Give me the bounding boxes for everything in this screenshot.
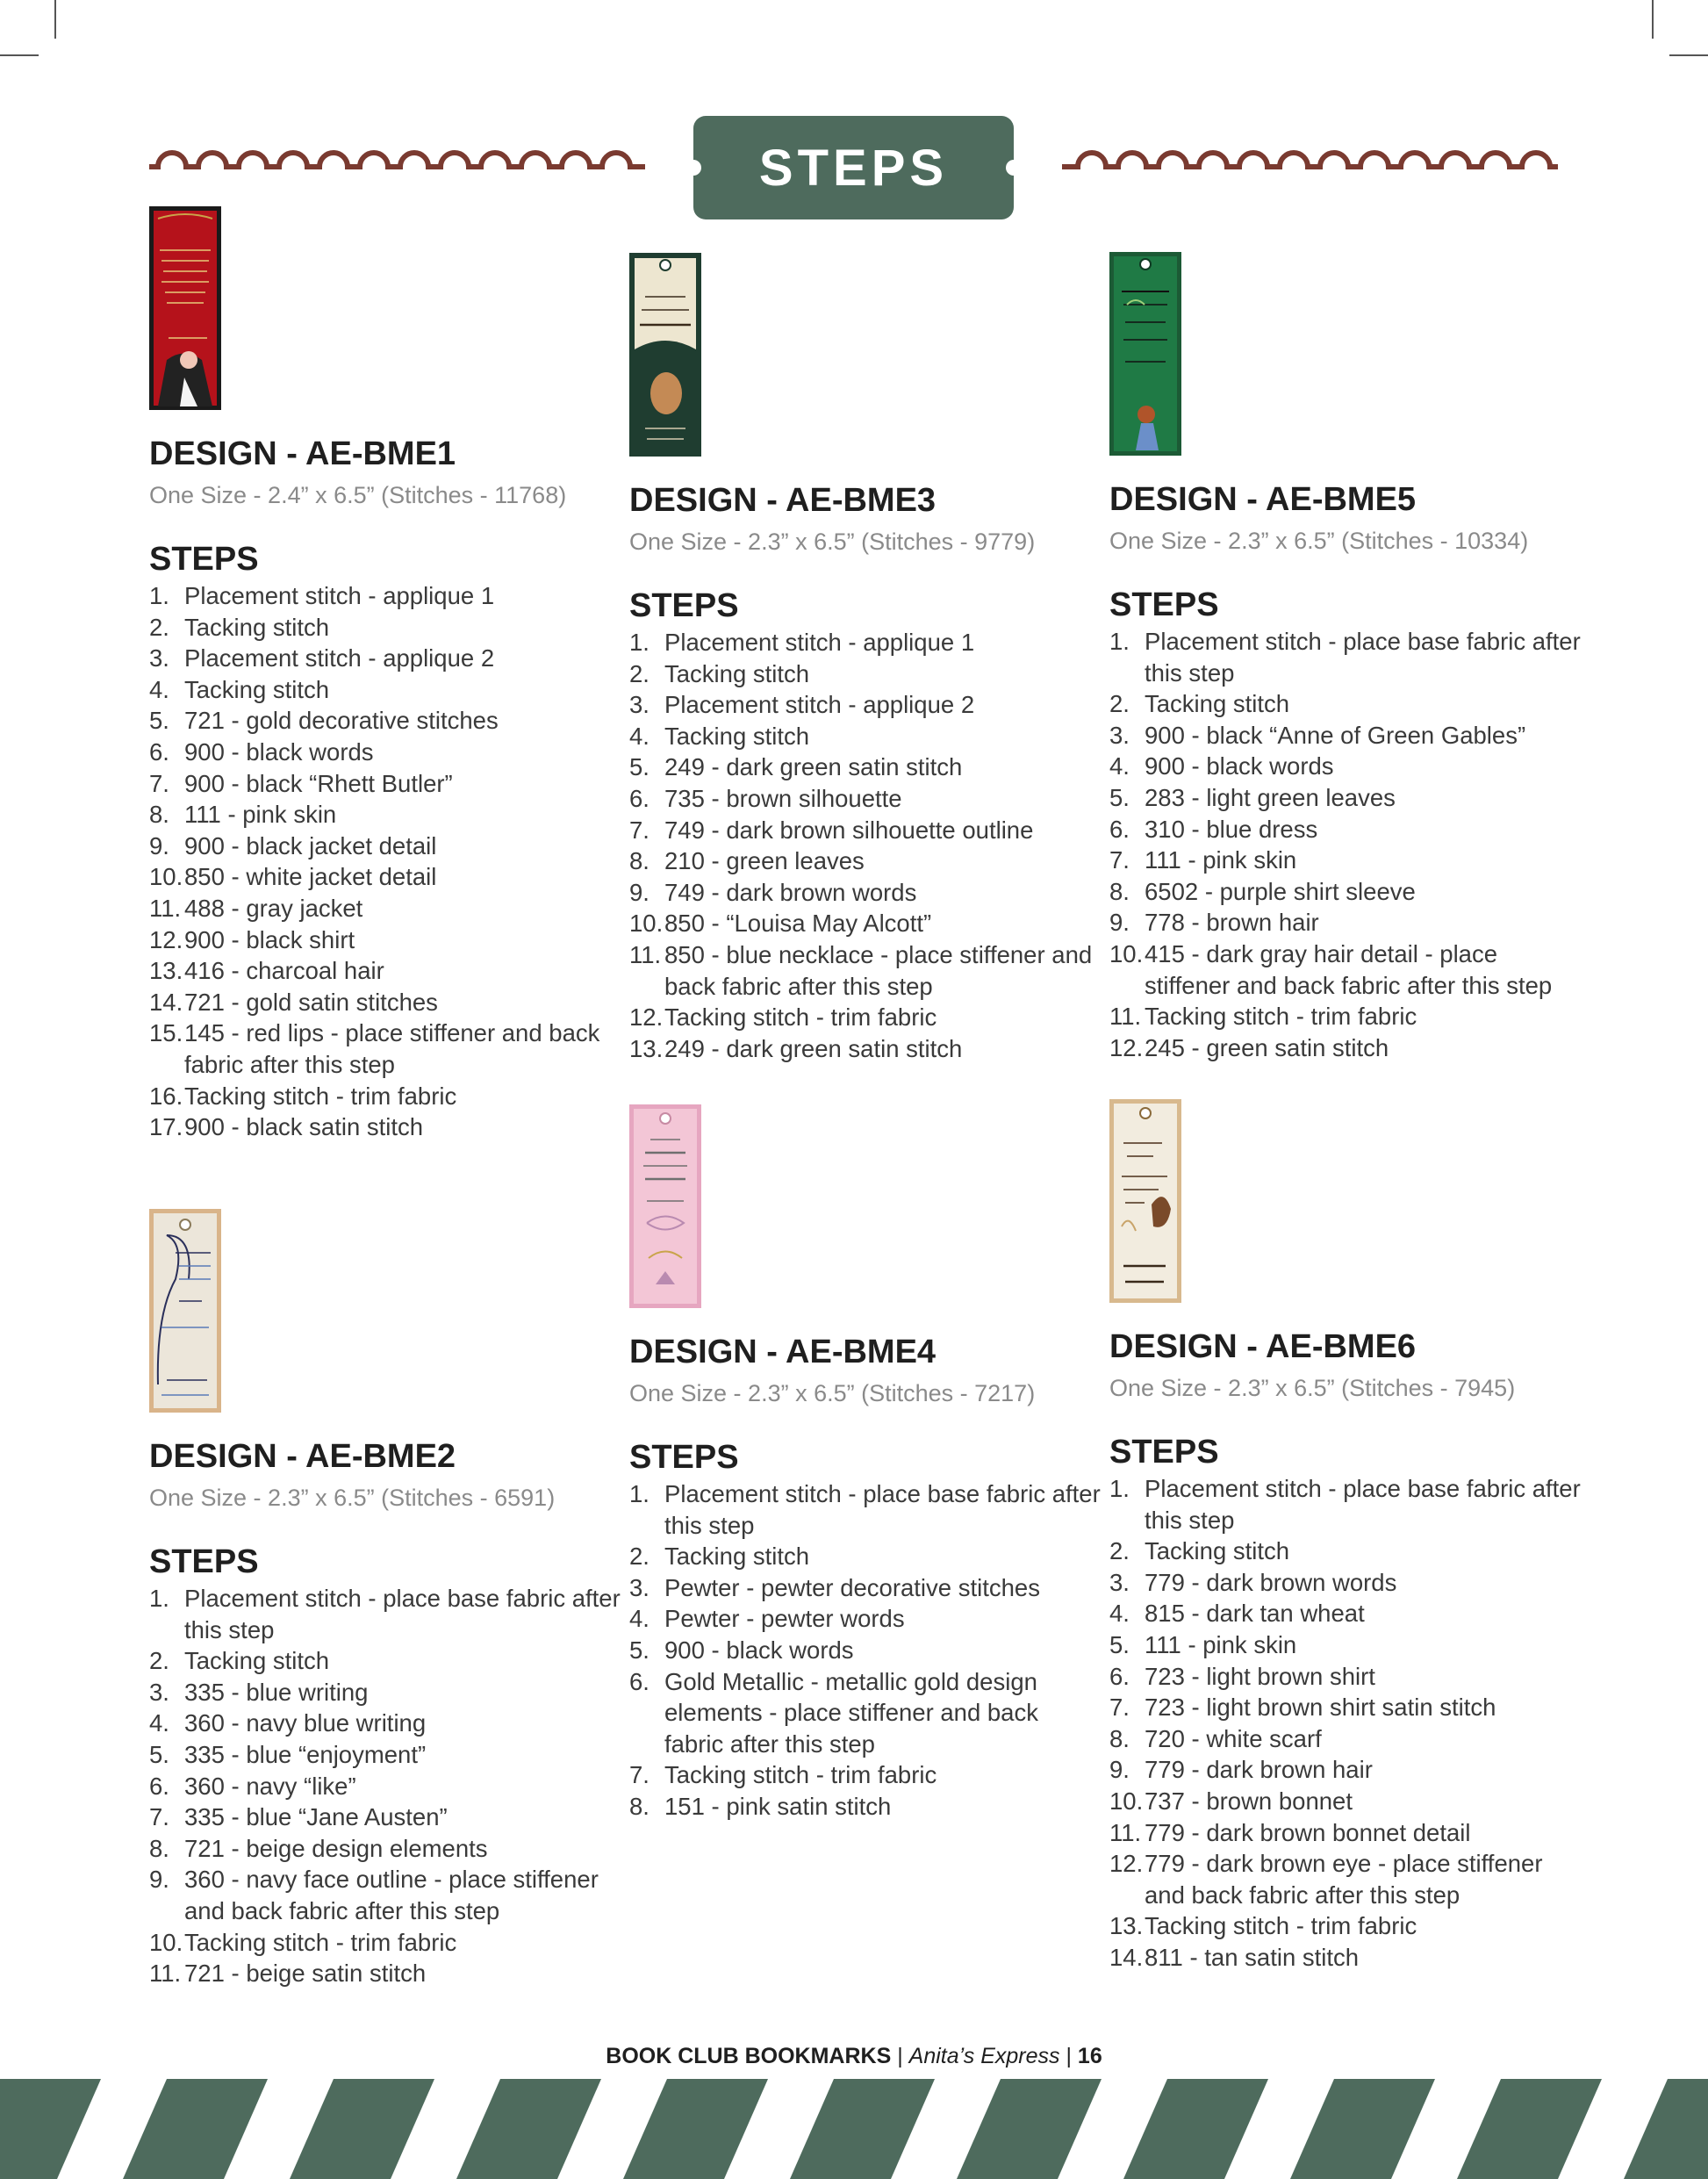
step-item — [1109, 782, 1583, 814]
step-item — [629, 658, 1103, 690]
step-item — [1109, 751, 1583, 782]
step-number: 17. — [149, 1113, 183, 1141]
step-item — [1109, 1692, 1583, 1723]
step-item — [149, 987, 623, 1018]
step-number: 8. — [629, 847, 649, 875]
step-number: 5. — [629, 1636, 649, 1664]
step-text: 310 - blue dress — [1145, 815, 1318, 843]
step-text: 900 - black words — [184, 737, 374, 766]
step-text: Tacking stitch - trim fabric — [664, 1003, 937, 1032]
step-number: 3. — [149, 644, 169, 672]
step-text: Pewter - pewter words — [664, 1605, 905, 1633]
step-number: 12. — [629, 1003, 664, 1032]
steps-heading: STEPS — [1109, 586, 1219, 623]
step-text: 360 - navy “like” — [184, 1772, 356, 1800]
step-text: 111 - pink skin — [184, 801, 337, 829]
step-number: 6. — [1109, 815, 1130, 843]
step-text: 749 - dark brown words — [664, 878, 917, 906]
step-item — [1109, 1754, 1583, 1786]
design-size: One Size - 2.3” x 6.5” (Stitches - 6591) — [149, 1485, 556, 1511]
step-item — [629, 939, 1103, 1002]
design-title: DESIGN - AE-BME1 — [149, 435, 456, 472]
design-title: DESIGN - AE-BME4 — [629, 1334, 937, 1370]
step-number: 3. — [1109, 721, 1130, 749]
step-number: 7. — [149, 1803, 169, 1831]
step-number: 9. — [149, 1866, 169, 1894]
design-size: One Size - 2.3” x 6.5” (Stitches - 7217) — [629, 1380, 1036, 1406]
step-text: 735 - brown silhouette — [664, 784, 902, 812]
design-size: One Size - 2.3” x 6.5” (Stitches - 10334) — [1109, 528, 1529, 554]
step-text: 335 - blue “enjoyment” — [184, 1740, 427, 1768]
step-item — [149, 1111, 623, 1143]
steps-list — [149, 580, 623, 1143]
step-item — [149, 831, 623, 862]
step-number: 4. — [1109, 752, 1130, 780]
step-item — [149, 612, 623, 644]
step-text: Tacking stitch - trim fabric — [184, 1082, 457, 1110]
step-item — [629, 721, 1103, 752]
step-number: 1. — [1109, 628, 1130, 655]
step-text: 900 - black words — [1145, 752, 1334, 780]
step-number: 5. — [149, 1740, 169, 1768]
step-number: 2. — [629, 1543, 649, 1571]
step-number: 7. — [149, 769, 169, 797]
step-item — [629, 689, 1103, 721]
step-item — [629, 1572, 1103, 1604]
step-number: 9. — [149, 831, 169, 859]
step-text: 721 - gold decorative stitches — [184, 707, 499, 735]
step-item — [149, 1958, 623, 1989]
step-text: 737 - brown bonnet — [1145, 1787, 1353, 1815]
step-item — [629, 845, 1103, 877]
step-number: 1. — [149, 582, 169, 609]
step-item — [149, 893, 623, 924]
design-block-bme2 — [149, 1209, 623, 1989]
step-number: 11. — [149, 894, 182, 922]
step-number: 8. — [1109, 877, 1130, 905]
step-number: 7. — [1109, 846, 1130, 874]
step-item — [1109, 1001, 1583, 1032]
step-text: 721 - gold satin stitches — [184, 988, 438, 1016]
steps-heading: STEPS — [149, 541, 259, 578]
step-text: Placement stitch - applique 2 — [184, 644, 495, 672]
step-number: 7. — [629, 1761, 649, 1789]
design-title: DESIGN - AE-BME3 — [629, 482, 937, 519]
design-size: One Size - 2.3” x 6.5” (Stitches - 9779) — [629, 529, 1036, 555]
step-item — [149, 643, 623, 674]
step-item — [629, 783, 1103, 815]
step-number: 2. — [1109, 690, 1130, 718]
step-text: Placement stitch - applique 1 — [184, 582, 495, 609]
step-number: 4. — [149, 675, 169, 703]
step-number: 12. — [1109, 1033, 1144, 1061]
bookmark-image-bme5 — [1109, 252, 1181, 456]
step-text: Pewter - pewter decorative stitches — [664, 1573, 1040, 1601]
design-title: DESIGN - AE-BME2 — [149, 1438, 456, 1475]
step-number: 2. — [629, 659, 649, 687]
step-item — [149, 955, 623, 987]
step-text: 720 - white scarf — [1145, 1724, 1322, 1752]
step-number: 9. — [1109, 1756, 1130, 1784]
step-text: 723 - light brown shirt satin stitch — [1145, 1694, 1496, 1722]
step-item — [629, 752, 1103, 783]
wave-divider-left — [149, 140, 645, 176]
step-text: 850 - white jacket detail — [184, 863, 437, 891]
step-item — [149, 861, 623, 893]
step-text: Tacking stitch — [664, 722, 810, 750]
step-text: 488 - gray jacket — [184, 894, 363, 922]
step-item — [629, 1002, 1103, 1033]
step-text: 900 - black “Rhett Butler” — [184, 769, 453, 797]
step-text: 335 - blue “Jane Austen” — [184, 1803, 448, 1831]
step-number: 13. — [629, 1034, 664, 1062]
step-item — [1109, 1817, 1583, 1849]
step-number: 6. — [149, 1772, 169, 1800]
crop-mark — [1652, 0, 1654, 39]
step-text: 811 - tan satin stitch — [1145, 1943, 1360, 1971]
design-title: DESIGN - AE-BME6 — [1109, 1328, 1417, 1365]
step-item — [1109, 1848, 1583, 1910]
step-item — [629, 1635, 1103, 1666]
step-number: 5. — [629, 753, 649, 781]
step-text: Placement stitch - place base fabric after this step — [1145, 628, 1581, 687]
step-item — [1109, 876, 1583, 908]
step-item — [629, 1791, 1103, 1823]
step-item — [149, 799, 623, 831]
step-text: 245 - green satin stitch — [1145, 1033, 1389, 1061]
step-text: 415 - dark gray hair detail - place stiffener and back fabric after this step — [1145, 939, 1553, 999]
step-number: 8. — [149, 801, 169, 829]
step-text: Placement stitch - applique 1 — [664, 629, 975, 656]
step-item — [149, 924, 623, 956]
step-number: 14. — [1109, 1943, 1144, 1971]
design-block-bme3 — [629, 253, 1103, 1064]
step-number: 14. — [149, 988, 183, 1016]
step-text: 111 - pink skin — [1145, 846, 1297, 874]
step-item — [149, 1771, 623, 1802]
steps-banner — [693, 116, 1014, 219]
step-text: Tacking stitch — [1145, 690, 1290, 718]
step-item — [1109, 688, 1583, 720]
step-text: 850 - blue necklace - place stiffener and back fabric after this step — [664, 940, 1093, 1000]
step-text: 815 - dark tan wheat — [1145, 1600, 1365, 1628]
step-number: 6. — [629, 1667, 649, 1695]
step-item — [149, 768, 623, 800]
footer-separator: | — [897, 2044, 903, 2068]
step-item — [149, 737, 623, 768]
step-text: 778 - brown hair — [1145, 909, 1319, 937]
step-text: 283 - light green leaves — [1145, 783, 1396, 811]
step-number: 2. — [149, 613, 169, 641]
step-text: Placement stitch - place base fabric after this step — [184, 1585, 621, 1643]
step-text: 721 - beige design elements — [184, 1834, 488, 1862]
step-number: 1. — [149, 1585, 169, 1612]
step-text: 249 - dark green satin stitch — [664, 753, 963, 781]
step-number: 3. — [629, 1573, 649, 1601]
step-number: 7. — [1109, 1694, 1130, 1722]
step-item — [1109, 720, 1583, 752]
step-text: Tacking stitch - trim fabric — [184, 1928, 457, 1956]
step-item — [149, 1018, 623, 1080]
step-item — [1109, 626, 1583, 688]
step-item — [149, 1864, 623, 1926]
design-block-bme1 — [149, 206, 623, 1143]
step-text: 151 - pink satin stitch — [664, 1792, 892, 1820]
step-text: 779 - dark brown bonnet detail — [1145, 1818, 1471, 1846]
step-text: Tacking stitch — [664, 659, 810, 687]
step-item — [149, 580, 623, 612]
step-number: 5. — [1109, 783, 1130, 811]
crop-mark — [1669, 54, 1708, 56]
step-item — [629, 908, 1103, 939]
step-number: 1. — [629, 629, 649, 656]
step-number: 3. — [149, 1678, 169, 1706]
step-text: Tacking stitch — [184, 613, 330, 641]
step-text: 900 - black “Anne of Green Gables” — [1145, 721, 1526, 749]
step-text: 900 - black jacket detail — [184, 831, 437, 859]
step-text: Placement stitch - place base fabric after this step — [1145, 1475, 1581, 1534]
step-number: 16. — [149, 1082, 183, 1110]
step-item — [1109, 1473, 1583, 1535]
step-item — [1109, 1661, 1583, 1693]
step-item — [149, 1645, 623, 1677]
step-item — [1109, 1598, 1583, 1629]
step-number: 5. — [1109, 1630, 1130, 1658]
step-text: 749 - dark brown silhouette outline — [664, 816, 1034, 844]
step-number: 12. — [149, 925, 183, 953]
step-item — [149, 1583, 623, 1645]
step-item — [1109, 907, 1583, 938]
step-number: 8. — [1109, 1724, 1130, 1752]
step-item — [629, 1541, 1103, 1572]
step-item — [149, 1739, 623, 1771]
step-number: 11. — [629, 940, 662, 968]
footer-title: BOOK CLUB BOOKMARKS — [606, 2044, 892, 2068]
step-number: 4. — [1109, 1600, 1130, 1628]
step-text: 335 - blue writing — [184, 1678, 369, 1706]
step-item — [149, 1833, 623, 1865]
step-text: Tacking stitch — [1145, 1537, 1290, 1565]
crop-mark — [54, 0, 56, 39]
step-number: 10. — [1109, 939, 1144, 967]
design-title: DESIGN - AE-BME5 — [1109, 481, 1417, 518]
step-number: 10. — [1109, 1787, 1144, 1815]
step-item — [1109, 1567, 1583, 1599]
step-text: 416 - charcoal hair — [184, 957, 384, 985]
step-number: 1. — [1109, 1475, 1130, 1502]
step-item — [1109, 1535, 1583, 1567]
steps-heading: STEPS — [629, 587, 739, 624]
step-text: 850 - “Louisa May Alcott” — [664, 910, 932, 938]
step-text: 145 - red lips - place stiffener and back fabric after this step — [184, 1019, 600, 1078]
step-text: 111 - pink skin — [1145, 1630, 1297, 1658]
step-item — [629, 1033, 1103, 1065]
step-item — [149, 674, 623, 706]
step-item — [149, 1801, 623, 1833]
footer-separator: | — [1066, 2044, 1072, 2068]
step-number: 1. — [629, 1480, 649, 1507]
bookmark-image-bme1 — [149, 206, 221, 410]
step-item — [149, 1708, 623, 1739]
step-text: 360 - navy blue writing — [184, 1709, 427, 1737]
step-item — [1109, 1629, 1583, 1661]
step-number: 11. — [149, 1960, 182, 1988]
step-number: 9. — [629, 878, 649, 906]
footer-publication: Anita’s Express — [908, 2044, 1060, 2068]
step-text: 249 - dark green satin stitch — [664, 1034, 963, 1062]
bookmark-image-bme4 — [629, 1104, 701, 1308]
step-number: 3. — [1109, 1568, 1130, 1596]
step-number: 8. — [629, 1792, 649, 1820]
step-text: Placement stitch - place base fabric after this step — [664, 1480, 1101, 1539]
steps-heading: STEPS — [629, 1439, 739, 1476]
steps-heading: STEPS — [1109, 1434, 1219, 1471]
step-number: 3. — [629, 691, 649, 719]
step-number: 8. — [149, 1834, 169, 1862]
page-footer — [0, 2044, 1708, 2069]
design-size: One Size - 2.4” x 6.5” (Stitches - 11768) — [149, 482, 567, 508]
step-text: Tacking stitch - trim fabric — [1145, 1003, 1417, 1031]
step-text: Placement stitch - applique 2 — [664, 691, 975, 719]
step-number: 10. — [629, 910, 664, 938]
step-text: 210 - green leaves — [664, 847, 865, 875]
step-text: 6502 - purple shirt sleeve — [1145, 877, 1416, 905]
footer-stripes — [0, 2079, 1708, 2179]
step-item — [1109, 1942, 1583, 1974]
step-number: 10. — [149, 1928, 183, 1956]
step-item — [149, 1081, 623, 1112]
step-item — [629, 815, 1103, 846]
step-text: Gold Metallic - metallic gold design elements - place stiffener and back fabric after this step — [664, 1667, 1038, 1758]
step-number: 6. — [149, 737, 169, 766]
step-text: Tacking stitch — [664, 1543, 810, 1571]
step-number: 6. — [629, 784, 649, 812]
step-number: 13. — [1109, 1912, 1144, 1940]
banner-title: STEPS — [758, 139, 949, 197]
step-number: 4. — [629, 722, 649, 750]
step-item — [1109, 1723, 1583, 1755]
steps-list — [1109, 626, 1583, 1063]
step-text: 360 - navy face outline - place stiffener and back fabric after this step — [184, 1866, 599, 1924]
step-text: Tacking stitch — [184, 675, 330, 703]
step-item — [149, 1677, 623, 1708]
footer-page-number: 16 — [1077, 2044, 1102, 2068]
step-item — [629, 877, 1103, 909]
step-item — [629, 1666, 1103, 1760]
steps-list — [629, 627, 1103, 1064]
step-item — [1109, 1032, 1583, 1064]
step-item — [1109, 814, 1583, 845]
design-block-bme4 — [629, 1104, 1103, 1823]
step-number: 4. — [629, 1605, 649, 1633]
step-number: 11. — [1109, 1003, 1142, 1031]
step-item — [149, 1927, 623, 1959]
step-number: 11. — [1109, 1818, 1142, 1846]
step-text: 900 - black words — [664, 1636, 854, 1664]
step-item — [1109, 1786, 1583, 1817]
step-number: 10. — [149, 863, 183, 891]
step-number: 12. — [1109, 1850, 1144, 1878]
step-item — [1109, 938, 1583, 1001]
design-size: One Size - 2.3” x 6.5” (Stitches - 7945) — [1109, 1375, 1516, 1401]
step-item — [1109, 1910, 1583, 1942]
step-text: 723 - light brown shirt — [1145, 1662, 1375, 1690]
step-number: 5. — [149, 707, 169, 735]
step-text: Tacking stitch - trim fabric — [1145, 1912, 1417, 1940]
design-block-bme6 — [1109, 1099, 1583, 1974]
steps-list — [149, 1583, 623, 1989]
step-text: Tacking stitch — [184, 1647, 330, 1675]
step-text: 779 - dark brown hair — [1145, 1756, 1373, 1784]
step-item — [629, 1759, 1103, 1791]
crop-mark — [0, 54, 39, 56]
bookmark-image-bme2 — [149, 1209, 221, 1413]
steps-list — [629, 1478, 1103, 1823]
step-text: 721 - beige satin stitch — [184, 1960, 427, 1988]
step-text: 900 - black shirt — [184, 925, 355, 953]
step-number: 2. — [149, 1647, 169, 1675]
step-item — [629, 1478, 1103, 1541]
step-item — [149, 705, 623, 737]
step-item — [629, 1603, 1103, 1635]
step-text: 900 - black satin stitch — [184, 1113, 424, 1141]
bookmark-image-bme3 — [629, 253, 701, 457]
design-block-bme5 — [1109, 252, 1583, 1063]
wave-divider-right — [1062, 140, 1558, 176]
step-number: 9. — [1109, 909, 1130, 937]
step-number: 4. — [149, 1709, 169, 1737]
step-number: 15. — [149, 1019, 183, 1047]
steps-list — [1109, 1473, 1583, 1974]
step-text: 779 - dark brown words — [1145, 1568, 1397, 1596]
step-number: 6. — [1109, 1662, 1130, 1690]
step-text: 779 - dark brown eye - place stiffener and back fabric after this step — [1145, 1850, 1543, 1909]
step-item — [629, 627, 1103, 658]
step-number: 7. — [629, 816, 649, 844]
steps-heading: STEPS — [149, 1543, 259, 1580]
step-number: 2. — [1109, 1537, 1130, 1565]
bookmark-image-bme6 — [1109, 1099, 1181, 1303]
step-item — [1109, 845, 1583, 876]
step-text: Tacking stitch - trim fabric — [664, 1761, 937, 1789]
step-number: 13. — [149, 957, 183, 985]
